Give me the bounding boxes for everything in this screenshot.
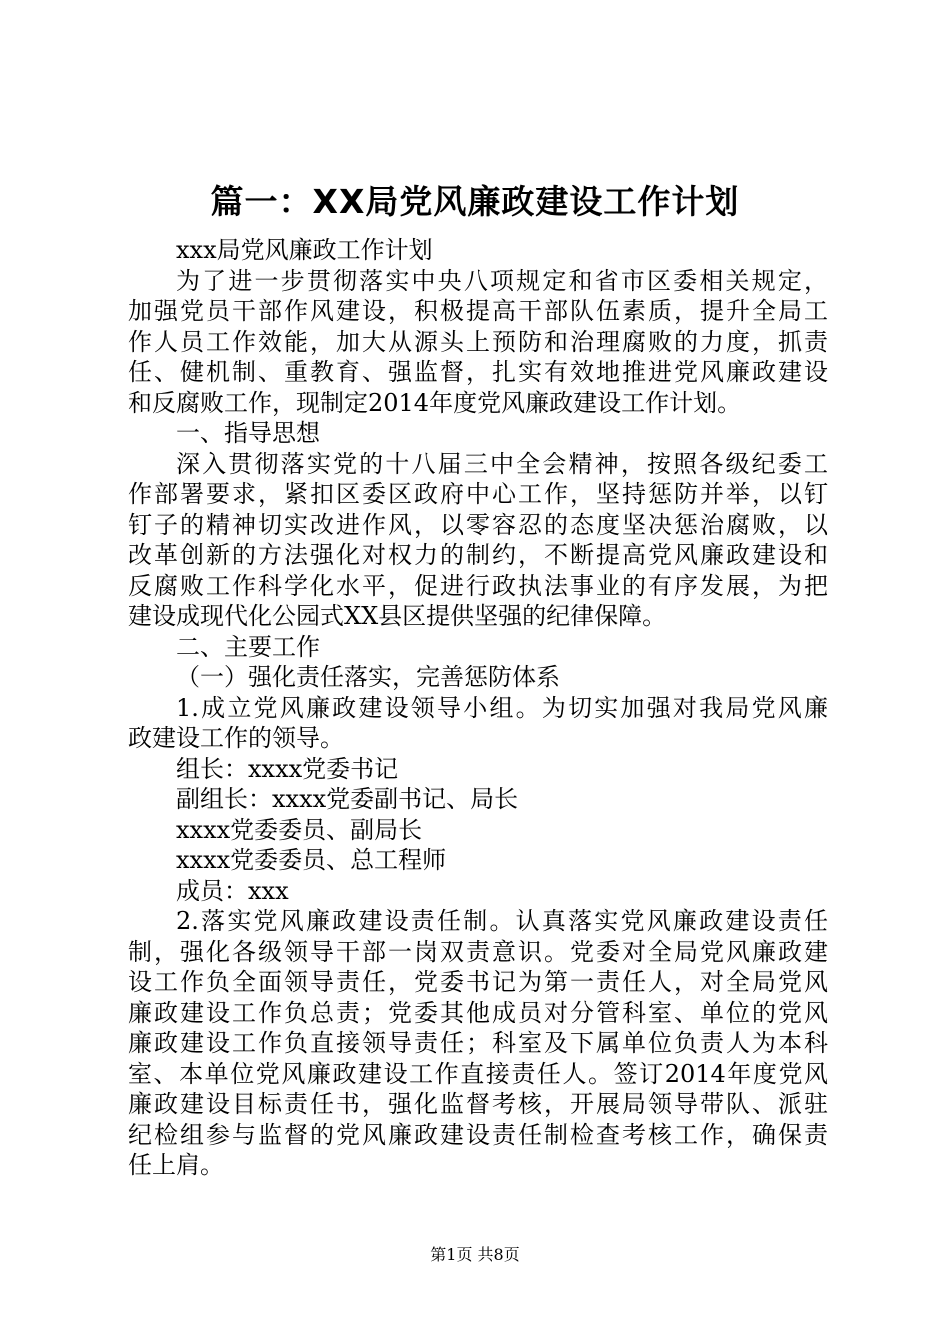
- body-line: 钉子的精神切实改进作风，以零容忍的态度坚决惩治腐败，以: [128, 510, 828, 539]
- body-line: xxxx党委委员、副局长: [176, 815, 423, 844]
- body-line: 室、本单位党风廉政建设工作直接责任人。签订2014年度党风: [128, 1059, 828, 1088]
- body-line: 作部署要求，紧扣区委区政府中心工作，坚持惩防并举，以钉: [128, 480, 828, 508]
- body-line: 组长：xxxx党委书记: [176, 754, 399, 783]
- body-line: 2.落实党风廉政建设责任制。认真落实党风廉政建设责任: [176, 907, 828, 935]
- body-line: 纪检组参与监督的党风廉政建设责任制检查考核工作，确保责: [128, 1120, 828, 1149]
- body-line: 制，强化各级领导干部一岗双责意识。党委对全局党风廉政建: [128, 937, 828, 966]
- body-line: 副组长：xxxx党委副书记、局长: [176, 785, 519, 813]
- body-line: 作人员工作效能，加大从源头上预防和治理腐败的力度，抓责: [128, 327, 828, 356]
- body-line: 反腐败工作科学化水平，促进行政执法事业的有序发展，为把: [128, 571, 828, 600]
- body-line: 任上肩。: [128, 1151, 224, 1179]
- body-line: 二、主要工作: [176, 632, 320, 661]
- body-line: （一）强化责任落实，完善惩防体系: [176, 663, 560, 691]
- body-line: 廉政建设工作负直接领导责任；科室及下属单位负责人为本科: [128, 1029, 828, 1057]
- body-line: 深入贯彻落实党的十八届三中全会精神，按照各级纪委工: [176, 449, 828, 478]
- body-line: 加强党员干部作风建设，积极提高干部队伍素质，提升全局工: [128, 297, 828, 325]
- page-footer: 第1页 共8页: [430, 1245, 520, 1264]
- body-line: 政建设工作的领导。: [128, 724, 344, 752]
- body-line: 廉政建设目标责任书，强化监督考核，开展局领导带队、派驻: [128, 1090, 828, 1118]
- body-line: 和反腐败工作，现制定2014年度党风廉政建设工作计划。: [128, 388, 742, 417]
- body-line: 廉政建设工作负总责；党委其他成员对分管科室、单位的党风: [128, 998, 828, 1027]
- body-line: xxx局党风廉政工作计划: [176, 236, 433, 264]
- body-line: 建设成现代化公园式XX县区提供坚强的纪律保障。: [128, 602, 667, 630]
- body-line: 改革创新的方法强化对权力的制约，不断提高党风廉政建设和: [128, 541, 828, 569]
- body-line: 任、健机制、重教育、强监督，扎实有效地推进党风廉政建设: [128, 358, 828, 386]
- document-body: [128, 235, 828, 1181]
- body-line: 1.成立党风廉政建设领导小组。为切实加强对我局党风廉: [176, 693, 828, 722]
- body-line: xxxx党委委员、总工程师: [176, 846, 447, 874]
- body-line: 设工作负全面领导责任，党委书记为第一责任人，对全局党风: [128, 968, 828, 996]
- document-title: 篇一：XX局党风廉政建设工作计划: [210, 182, 740, 221]
- body-line: 为了进一步贯彻落实中央八项规定和省市区委相关规定，: [176, 266, 828, 295]
- body-line: 一、指导思想: [176, 419, 320, 447]
- body-line: 成员：xxx: [176, 876, 289, 905]
